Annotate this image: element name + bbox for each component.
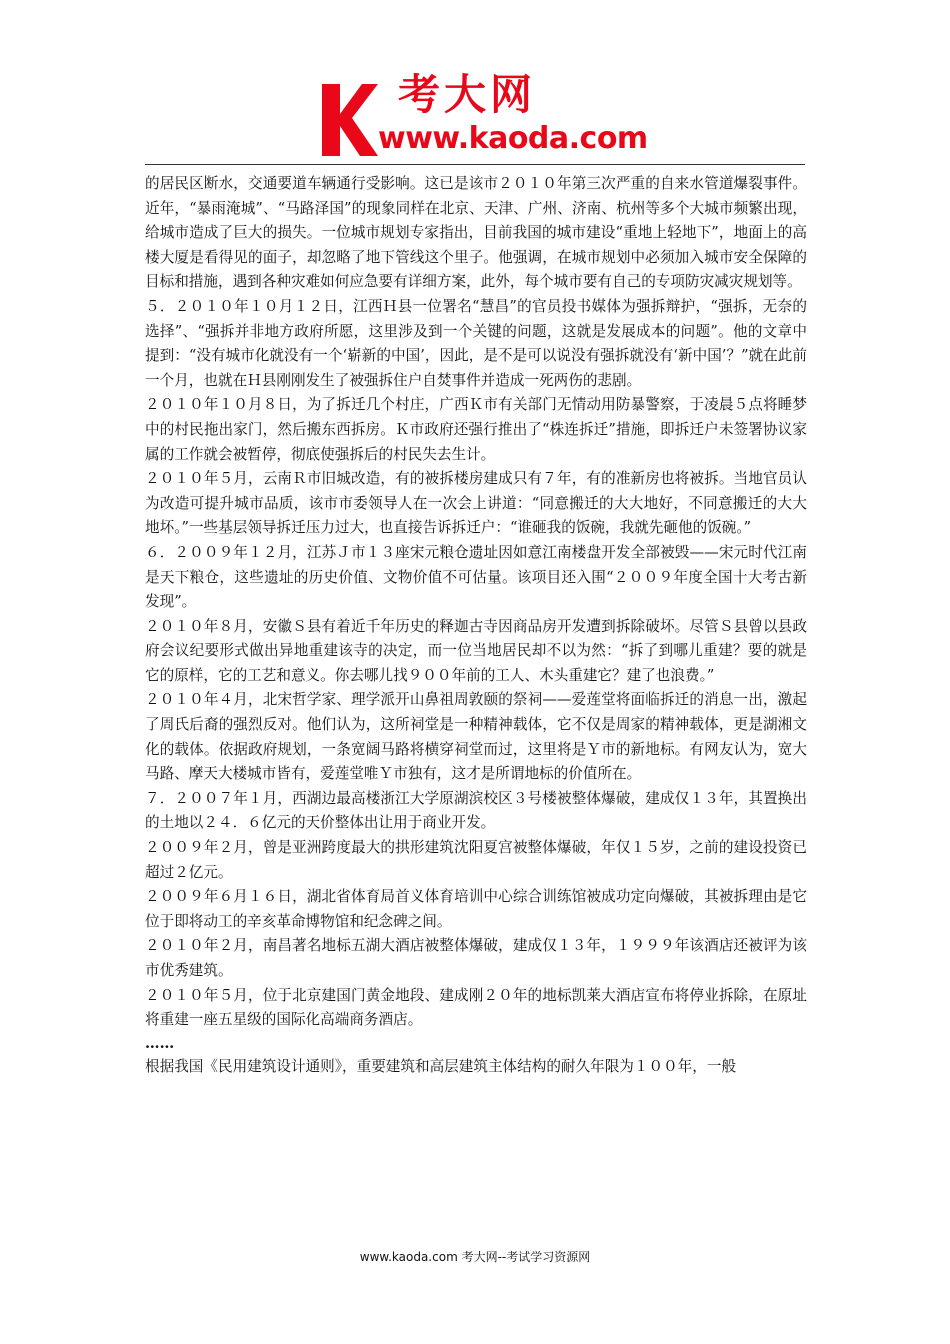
document-body [145, 172, 807, 1079]
page-footer: www.kaoda.com 考大网--考试学习资源网 [359, 1250, 591, 1264]
logo-k-mark [318, 80, 380, 158]
paragraph-10: ２００９年６月１６日，湖北省体育局首义体育培训中心综合训练馆被成功定向爆破，其被拆理由是它位于即将动工的辛亥革命博物馆和纪念碑之间。 [145, 888, 807, 930]
paragraph-8: ７．２００７年１月，西湖边最高楼浙江大学原湖滨校区３号楼被整体爆破，建成仅１３年，其置换出的土地以２４．６亿元的天价整体出让用于商业开发。 [145, 789, 807, 832]
paragraph-4: ２０１０年５月，云南Ｒ市旧城改造，有的被拆楼房建成只有７年，有的准新房也将被拆。当地官员认为改造可提升城市品质，该市市委领导人在一次会上讲道：“同意搬迁的大大地好，不同意搬迁的大大地坏。”一些基层领导拆迁压力过大，也直接告诉拆迁户：“谁砸我的饭碗，我就先砸他的饭碗。” [145, 470, 807, 537]
paragraph-9: ２００９年２月，曾是亚洲跨度最大的拱形建筑沈阳夏宫被整体爆破，年仅１５岁，之前的建设投资已超过２亿元。 [145, 839, 807, 881]
logo-url-text: www.kaoda.com [378, 121, 648, 156]
paragraph-3: ２０１０年１０月８日，为了拆迁几个村庄，广西Ｋ市有关部门无情动用防暴警察，于凌晨５点将睡梦中的村民拖出家门，然后搬东西拆房。Ｋ市政府还强行推出了“株连拆迁”措施，即拆迁户未签署协议家属的工作就会被暂停，彻底使强拆后的村民失去生计。 [145, 396, 807, 463]
kaoda-logo [318, 70, 648, 160]
paragraph-7: ２０１０年４月，北宋哲学家、理学派开山鼻祖周敦颐的祭祠——爱莲堂将面临拆迁的消息一出，激起了周氏后裔的强烈反对。他们认为，这所祠堂是一种精神载体，它不仅是周家的精神载体，更是湖湘文化的载体。依据政府规划，一条宽阔马路将横穿祠堂而过，这里将是Ｙ市的新地标。有网友认为，宽大马路、摩天大楼城市皆有，爱莲堂唯Ｙ市独有，这才是所谓地标的价值所在。 [145, 691, 807, 783]
paragraph-13: 根据我国《民用建筑设计通则》，重要建筑和高层建筑主体结构的耐久年限为１００年，一般 [145, 1057, 737, 1075]
paragraph-5: ６．２００９年１２月，江苏Ｊ市１３座宋元粮仓遗址因如意江南楼盘开发全部被毁——宋元时代江南是天下粮仓，这些遗址的历史价值、文物价值不可估量。该项目还入围“２００９年度全国十大考古新发现”。 [145, 543, 807, 611]
ellipsis: …… [145, 1034, 175, 1052]
header-divider [145, 164, 805, 165]
paragraph-12: ２０１０年５月，位于北京建国门黄金地段、建成刚２０年的地标凯莱大酒店宣布将停业拆除，在原址将重建一座五星级的国际化高端商务酒店。 [145, 986, 807, 1029]
paragraph-11: ２０１０年２月，南昌著名地标五湖大酒店被整体爆破，建成仅１３年，１９９９年该酒店还被评为该市优秀建筑。 [145, 937, 807, 979]
paragraph-1: 的居民区断水，交通要道车辆通行受影响。这已是该市２０１０年第三次严重的自来水管道爆裂事件。近年，“暴雨淹城”、“马路泽国”的现象同样在北京、天津、广州、济南、杭州等多个大城市频繁出现，给城市造成了巨大的损失。一位城市规划专家指出，目前我国的城市建设“重地上轻地下”，地面上的高楼大厦是看得见的面子，却忽略了地下管线这个里子。他强调，在城市规划中必须加入城市安全保障的目标和措施，遇到各种灾难如何应急要有详细方案，此外，每个城市要有自己的专项防灾减灾规划等。 [145, 175, 807, 291]
paragraph-2: ５．２０１０年１０月１２日，江西Ｈ县一位署名“慧昌”的官员投书媒体为强拆辩护，“强拆，无奈的选择”、“强拆并非地方政府所愿，这里涉及到一个关键的问题，这就是发展成本的问题”。他的文章中提到：“没有城市化就没有一个‘崭新的中国’，因此，是不是可以说没有强拆就没有‘新中国’？”就在此前一个月，也就在Ｈ县刚刚发生了被强拆住户自焚事件并造成一死两伤的悲剧。 [145, 297, 807, 389]
logo-chinese-text: 考大网 [398, 70, 537, 119]
paragraph-6: ２０１０年８月，安徽Ｓ县有着近千年历史的释迦古寺因商品房开发遭到拆除破坏。尽管Ｓ县曾以县政府会议纪要形式做出异地重建该寺的决定，而一位当地居民却不以为然：“拆了到哪儿重建？要的就是它的原样，它的工艺和意义。你去哪儿找９００年前的工人、木头重建它？建了也浪费。” [145, 617, 807, 684]
